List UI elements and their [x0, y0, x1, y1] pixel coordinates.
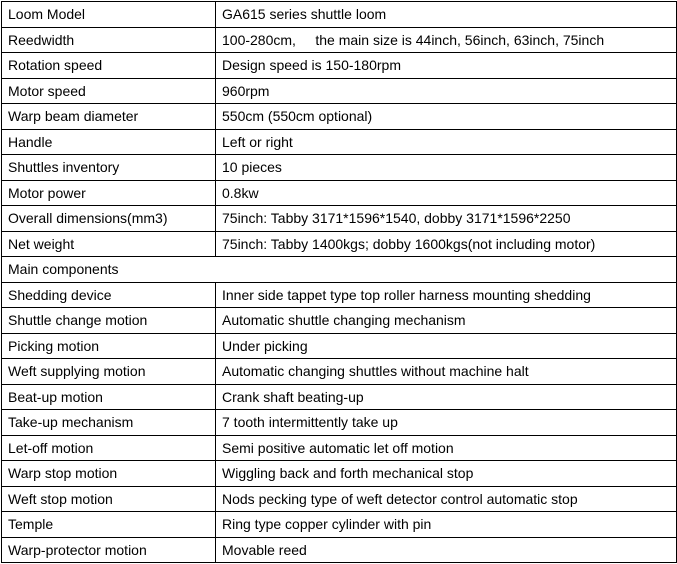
row-label-reedwidth: Reedwidth — [2, 27, 216, 53]
row-label-loom-model: Loom Model — [2, 2, 216, 28]
row-value-beat-up-motion: Crank shaft beating-up — [216, 384, 677, 410]
row-label-let-off-motion: Let-off motion — [2, 435, 216, 461]
table-row — [2, 359, 677, 385]
row-value-rotation-speed: Design speed is 150-180rpm — [216, 53, 677, 79]
row-value-weft-stop-motion: Nods pecking type of weft detector control automatic stop — [216, 486, 677, 512]
row-label-weft-stop-motion: Weft stop motion — [2, 486, 216, 512]
row-value-overall-dimensions: 75inch: Tabby 3171*1596*1540, dobby 3171*1596*2250 — [216, 206, 677, 232]
row-value-warp-protector-motion: Movable reed — [216, 537, 677, 563]
row-label-handle: Handle — [2, 129, 216, 155]
table-row — [2, 308, 677, 334]
row-label-shedding-device: Shedding device — [2, 282, 216, 308]
table-row — [2, 512, 677, 538]
table-row — [2, 537, 677, 563]
row-value-loom-model: GA615 series shuttle loom — [216, 2, 677, 28]
table-row — [2, 231, 677, 257]
row-value-let-off-motion: Semi positive automatic let off motion — [216, 435, 677, 461]
row-label-beat-up-motion: Beat-up motion — [2, 384, 216, 410]
row-value-net-weight: 75inch: Tabby 1400kgs; dobby 1600kgs(not including motor) — [216, 231, 677, 257]
row-label-warp-beam-diameter: Warp beam diameter — [2, 104, 216, 130]
table-row — [2, 155, 677, 181]
table-row — [2, 129, 677, 155]
row-label-warp-protector-motion: Warp-protector motion — [2, 537, 216, 563]
row-label-temple: Temple — [2, 512, 216, 538]
row-label-weft-supplying-motion: Weft supplying motion — [2, 359, 216, 385]
row-label-rotation-speed: Rotation speed — [2, 53, 216, 79]
table-row — [2, 78, 677, 104]
table-row — [2, 333, 677, 359]
table-row — [2, 435, 677, 461]
row-label-motor-speed: Motor speed — [2, 78, 216, 104]
table-row — [2, 384, 677, 410]
table-row — [2, 53, 677, 79]
table-row — [2, 410, 677, 436]
row-value-motor-power: 0.8kw — [216, 180, 677, 206]
spec-table — [1, 1, 677, 563]
table-row — [2, 282, 677, 308]
section-title-main-components: Main components — [2, 257, 677, 283]
table-row — [2, 104, 677, 130]
row-label-shuttle-change-motion: Shuttle change motion — [2, 308, 216, 334]
row-value-temple: Ring type copper cylinder with pin — [216, 512, 677, 538]
row-label-take-up-mechanism: Take-up mechanism — [2, 410, 216, 436]
section-header-row — [2, 257, 677, 283]
row-value-shuttles-inventory: 10 pieces — [216, 155, 677, 181]
row-label-net-weight: Net weight — [2, 231, 216, 257]
table-row — [2, 486, 677, 512]
row-value-warp-stop-motion: Wiggling back and forth mechanical stop — [216, 461, 677, 487]
table-row — [2, 206, 677, 232]
row-value-take-up-mechanism: 7 tooth intermittently take up — [216, 410, 677, 436]
table-row — [2, 180, 677, 206]
table-row — [2, 2, 677, 28]
row-value-motor-speed: 960rpm — [216, 78, 677, 104]
row-value-shedding-device: Inner side tappet type top roller harness mounting shedding — [216, 282, 677, 308]
table-row — [2, 27, 677, 53]
row-label-shuttles-inventory: Shuttles inventory — [2, 155, 216, 181]
row-label-overall-dimensions: Overall dimensions(mm3) — [2, 206, 216, 232]
row-label-warp-stop-motion: Warp stop motion — [2, 461, 216, 487]
row-value-shuttle-change-motion: Automatic shuttle changing mechanism — [216, 308, 677, 334]
row-label-motor-power: Motor power — [2, 180, 216, 206]
row-value-picking-motion: Under picking — [216, 333, 677, 359]
table-row — [2, 461, 677, 487]
row-value-handle: Left or right — [216, 129, 677, 155]
row-value-weft-supplying-motion: Automatic changing shuttles without machine halt — [216, 359, 677, 385]
row-value-warp-beam-diameter: 550cm (550cm optional) — [216, 104, 677, 130]
row-value-reedwidth: 100-280cm, the main size is 44inch, 56inch, 63inch, 75inch — [216, 27, 677, 53]
row-label-picking-motion: Picking motion — [2, 333, 216, 359]
